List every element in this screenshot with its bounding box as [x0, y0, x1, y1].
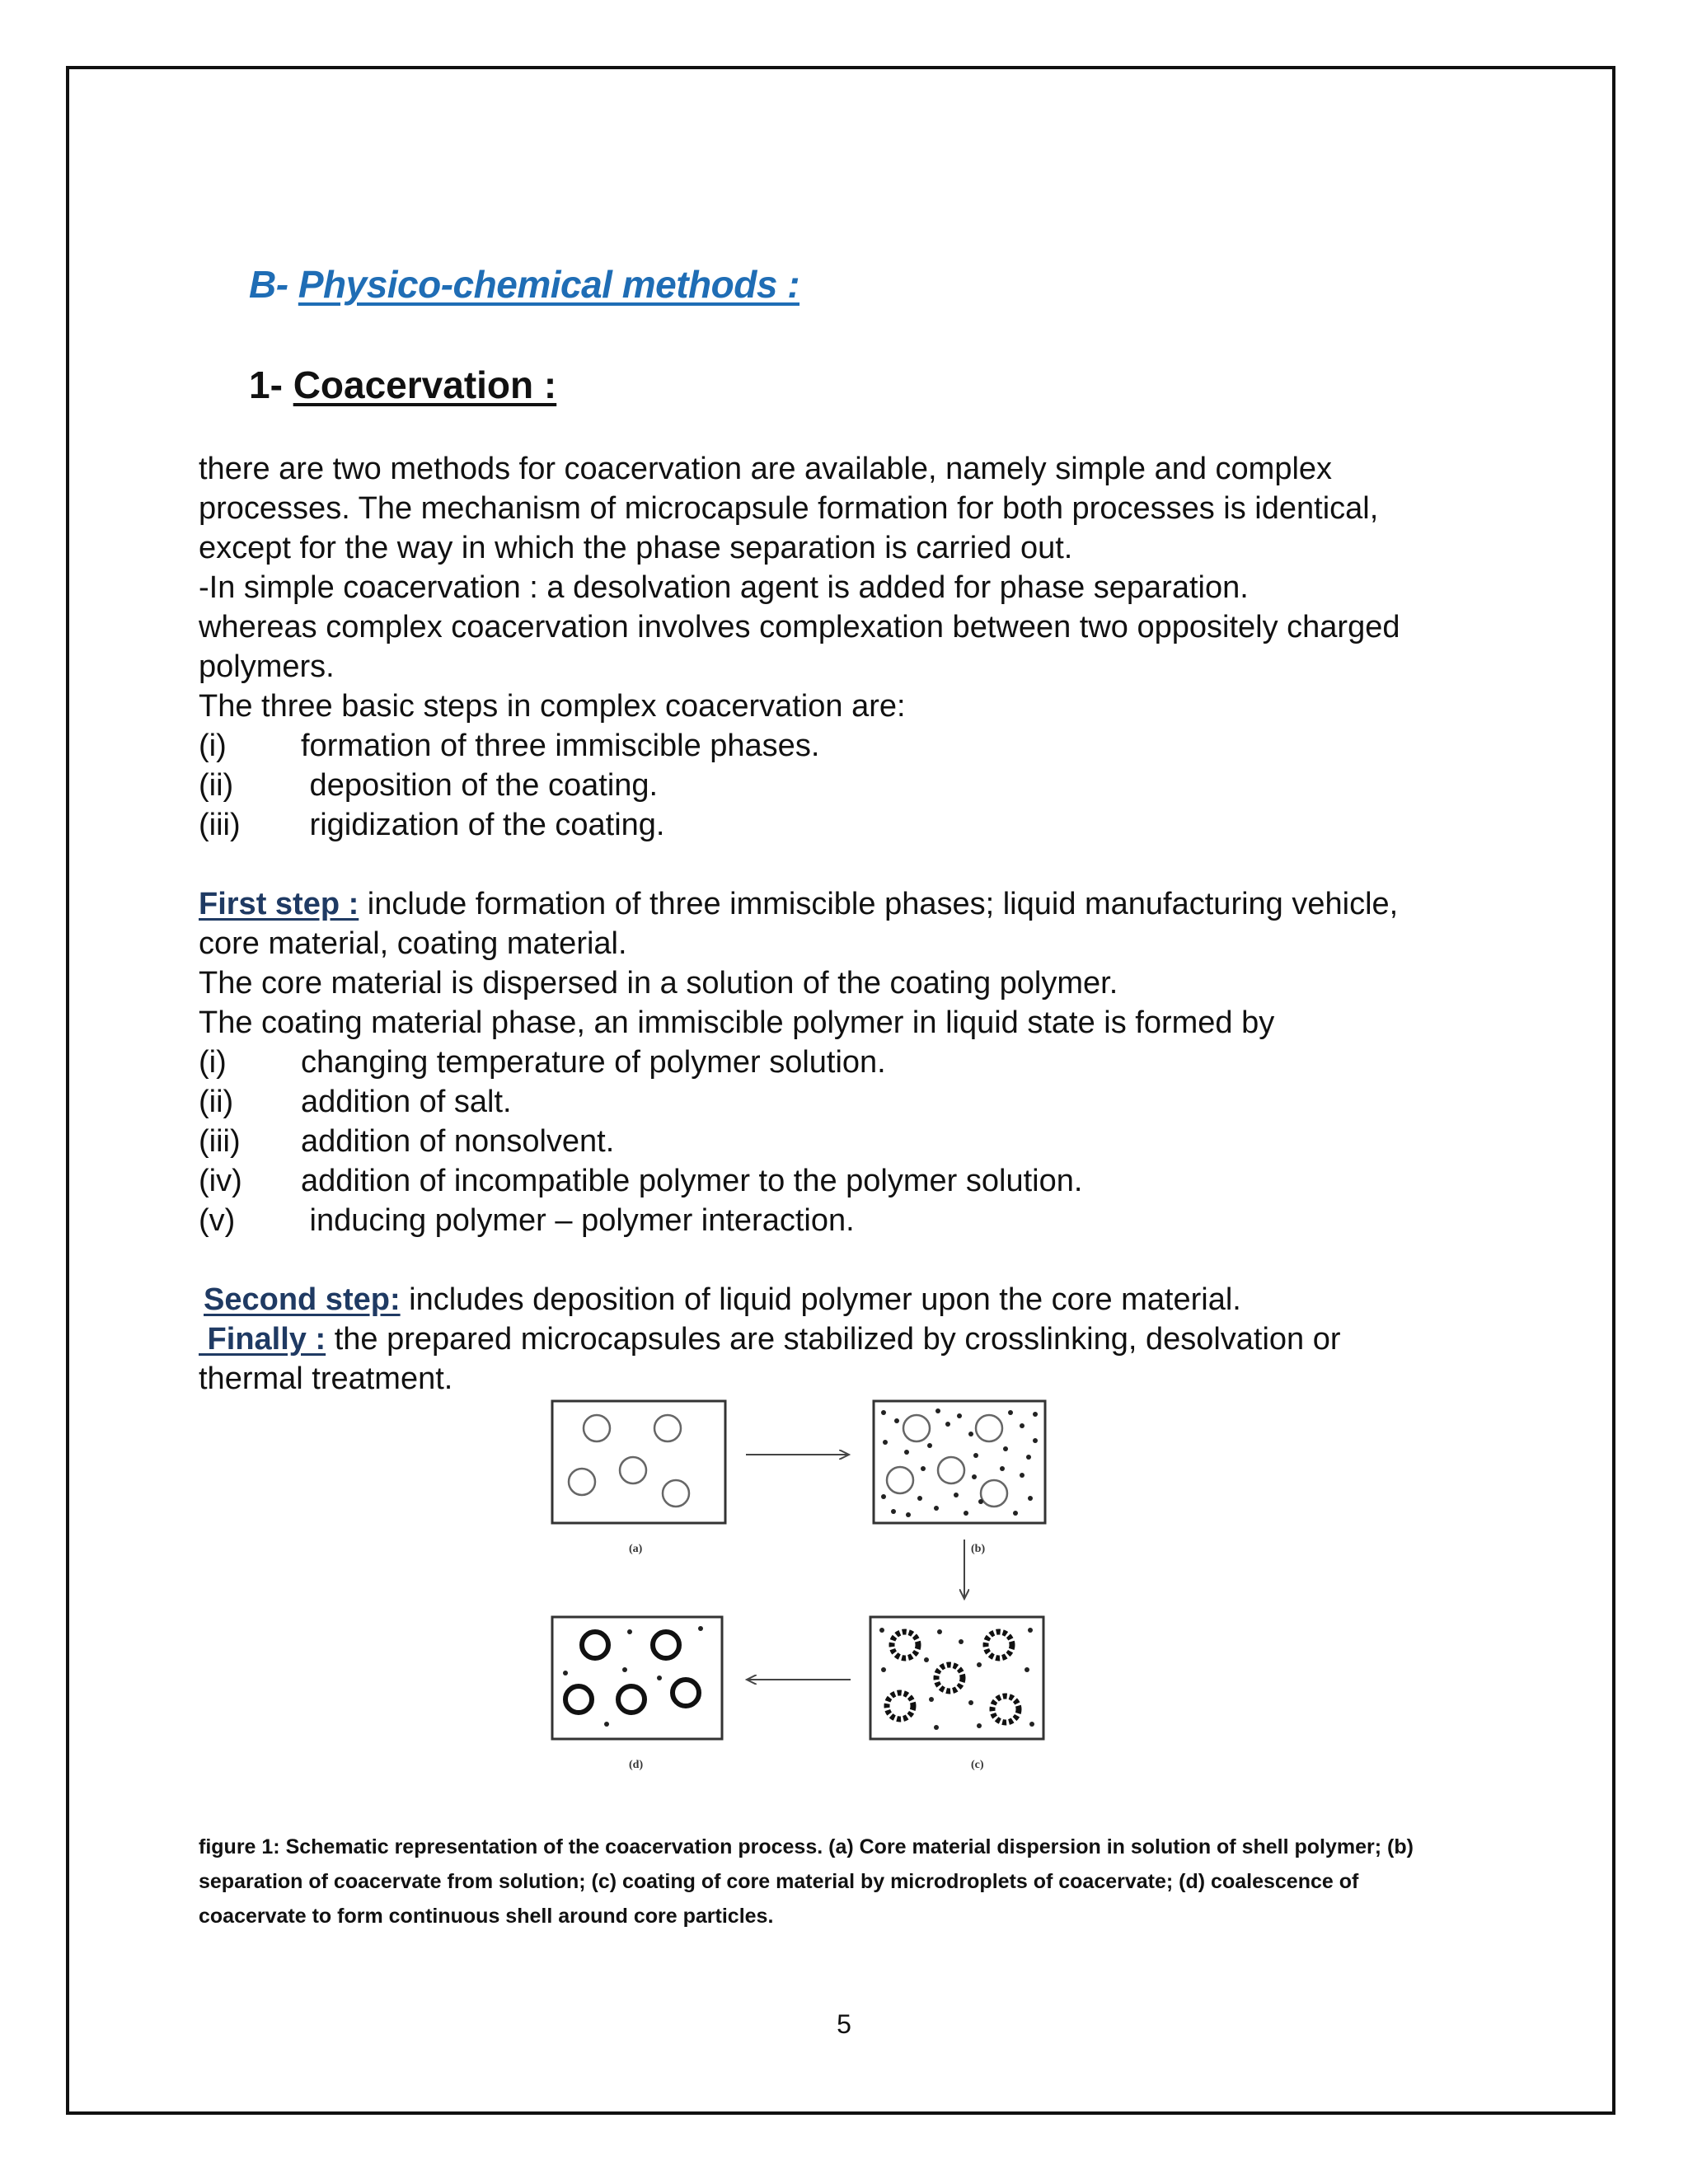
- intro-line: The three basic steps in complex coacervation are:: [199, 689, 906, 724]
- subsection-prefix: 1-: [249, 363, 283, 406]
- section-title: Physico-chemical methods :: [298, 263, 800, 306]
- list-text: inducing polymer – polymer interaction.: [301, 1203, 855, 1238]
- method-item: [199, 1043, 886, 1082]
- first-step-line: The core material is dispersed in a solution of the coating polymer.: [199, 966, 1118, 1001]
- subsection-heading: [249, 363, 556, 407]
- basic-step-item: [199, 766, 658, 805]
- method-item: [199, 1161, 1082, 1201]
- method-item: [199, 1122, 614, 1161]
- finally-line-2: thermal treatment.: [199, 1361, 453, 1396]
- panel-a: [552, 1401, 725, 1523]
- list-text: changing temperature of polymer solution.: [301, 1045, 886, 1080]
- list-text: deposition of the coating.: [301, 768, 659, 803]
- intro-line: -In simple coacervation : a desolvation agent is added for phase separation.: [199, 570, 1249, 605]
- panel-d-label: (d): [629, 1759, 644, 1771]
- list-number: (iii): [199, 1124, 241, 1159]
- first-step-label: First step :: [199, 887, 359, 921]
- section-prefix: B-: [249, 263, 288, 306]
- list-text: rigidization of the coating.: [301, 808, 665, 842]
- list-text: addition of incompatible polymer to the polymer solution.: [301, 1164, 1083, 1198]
- list-text: addition of nonsolvent.: [301, 1124, 615, 1159]
- intro-line: except for the way in which the phase separation is carried out.: [199, 531, 1073, 565]
- list-number: (ii): [199, 768, 234, 803]
- first-step-text: include formation of three immiscible phases; liquid manufacturing vehicle,: [359, 887, 1399, 921]
- intro-line: polymers.: [199, 649, 335, 684]
- list-number: (iv): [199, 1164, 242, 1198]
- figure-caption-line: separation of coacervate from solution; (c) coating of core material by microdroplets of coacervate; (d) coalescence of: [199, 1870, 1359, 1893]
- intro-line: there are two methods for coacervation are available, namely simple and complex: [199, 452, 1333, 486]
- first-step-line: The coating material phase, an immiscible polymer in liquid state is formed by: [199, 1005, 1275, 1040]
- list-text: addition of salt.: [301, 1085, 512, 1119]
- figure-caption-line: figure 1: Schematic representation of the coacervation process. (a) Core material dispersion in solution of shell polymer; (b): [199, 1835, 1414, 1858]
- list-text: formation of three immiscible phases.: [301, 729, 820, 763]
- panel-b: [874, 1401, 1045, 1523]
- panel-c-label: (c): [971, 1759, 984, 1771]
- list-number: (i): [199, 729, 227, 763]
- basic-step-item: [199, 805, 665, 845]
- list-number: (iii): [199, 808, 241, 842]
- method-item: [199, 1201, 855, 1240]
- first-step-line: [199, 884, 1398, 924]
- list-number: (i): [199, 1045, 227, 1080]
- intro-line: whereas complex coacervation involves complexation between two oppositely charged: [199, 610, 1400, 644]
- panel-c: [870, 1617, 1043, 1739]
- figure-caption-line: coacervate to form continuous shell around core particles.: [199, 1905, 774, 1928]
- panel-d: [552, 1617, 722, 1739]
- list-number: (v): [199, 1203, 236, 1238]
- intro-line: processes. The mechanism of microcapsule formation for both processes is identical,: [199, 491, 1379, 526]
- second-step-line: [204, 1280, 1241, 1319]
- second-step-text: includes deposition of liquid polymer upon the core material.: [400, 1282, 1241, 1317]
- page-number: 5: [837, 2009, 851, 2039]
- list-number: (ii): [199, 1085, 234, 1119]
- method-item: [199, 1082, 512, 1122]
- basic-step-item: [199, 726, 819, 766]
- second-step-label: Second step:: [204, 1282, 401, 1317]
- section-heading: [249, 262, 799, 307]
- finally-line: [199, 1319, 1341, 1359]
- panel-b-label: (b): [971, 1543, 986, 1555]
- coacervation-figure: [544, 1393, 1055, 1780]
- panel-a-label: (a): [629, 1543, 643, 1555]
- finally-text: the prepared microcapsules are stabilized by crosslinking, desolvation or: [326, 1322, 1341, 1357]
- finally-label: Finally :: [199, 1322, 326, 1357]
- subsection-title: Coacervation :: [293, 363, 557, 406]
- first-step-line: core material, coating material.: [199, 926, 627, 961]
